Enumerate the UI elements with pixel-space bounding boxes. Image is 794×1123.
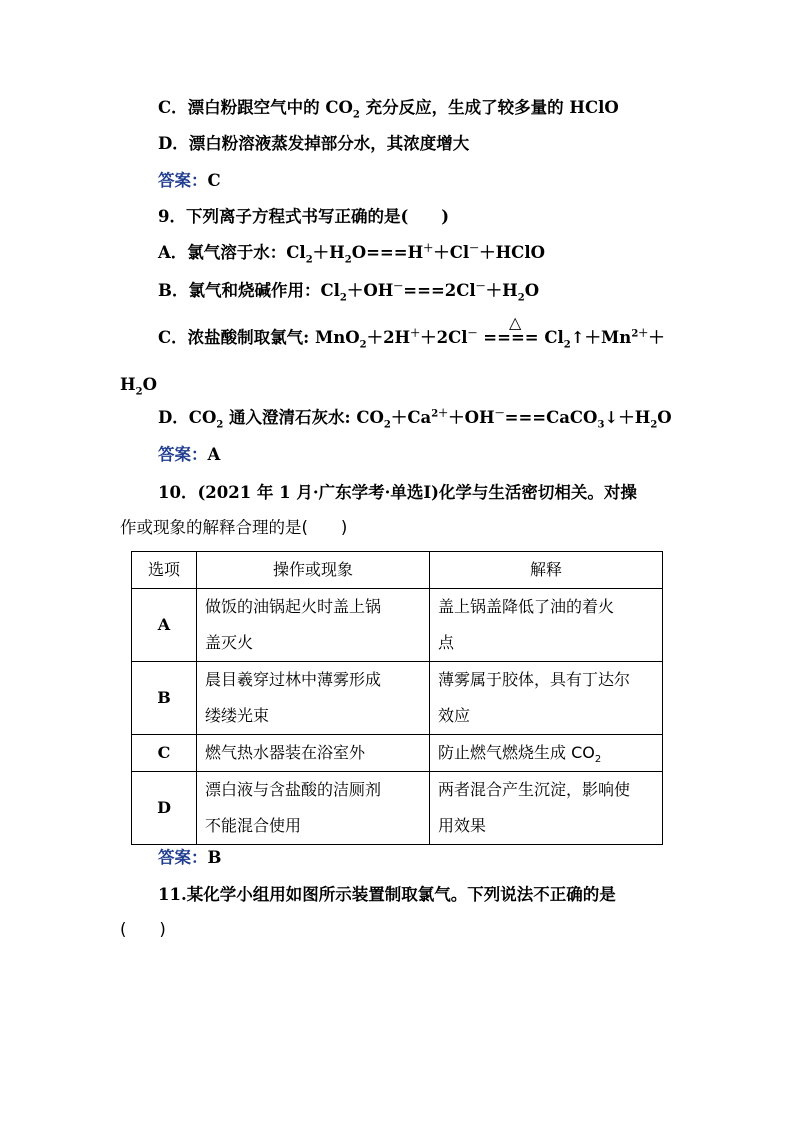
q10-options-table xyxy=(131,551,663,845)
table-row xyxy=(132,662,663,735)
q9-answer: 答案：A xyxy=(158,445,221,464)
row-option: A xyxy=(132,589,197,662)
table-header-row xyxy=(132,552,663,589)
row-operation: 晨目羲穿过林中薄雾形成 缕缕光束 xyxy=(197,662,430,735)
q10-answer: 答案：B xyxy=(158,848,222,867)
q8-option-c: C．漂白粉跟空气中的 $CO_2$ 充分反应，生成了较多量的 HClO xyxy=(158,98,619,121)
row-explanation: 薄雾属于胶体，具有丁达尔 效应 xyxy=(430,662,663,735)
row-explanation: 盖上锅盖降低了油的着火 点 xyxy=(430,589,663,662)
table-row xyxy=(132,589,663,662)
q9-option-a: A．氯气溶于水：$Cl_2+H_2O===H^++Cl^-+HClO$ xyxy=(158,243,545,266)
row-operation: 燃气热水器装在浴室外 xyxy=(197,735,430,772)
row-explanation: 防止燃气燃烧生成 $CO_2$ xyxy=(430,735,663,772)
q9-option-c-cont: $H_2O$ xyxy=(120,375,157,398)
header-operation: 操作或现象 xyxy=(197,552,430,589)
q10-stem-line1: 10．(2021 年 1 月·广东学考·单选Ⅰ)化学与生活密切相关。对操 xyxy=(158,483,637,502)
table-row xyxy=(132,772,663,845)
row-option: D xyxy=(132,772,197,845)
q11-stem-line1: 11.某化学小组用如图所示装置制取氯气。下列说法不正确的是 xyxy=(158,885,616,904)
header-explanation: 解释 xyxy=(430,552,663,589)
header-option: 选项 xyxy=(132,552,197,589)
heat-symbol: △ xyxy=(509,313,522,332)
q9-option-d: D．$CO_2$ 通入澄清石灰水: $CO_2+Ca^{2+}+OH^-===CaCO_3↓+H_2O$ xyxy=(158,408,672,431)
q10-stem-line2: 作或现象的解释合理的是( ) xyxy=(120,518,348,537)
q9-option-c: C．浓盐酸制取氯气: MnO$_2$＋2H＋＋2Cl－ ==== $Cl_2↑+Mn^{2+}+$ xyxy=(158,328,665,351)
q8-option-d: D．漂白粉溶液蒸发掉部分水，其浓度增大 xyxy=(158,134,470,153)
row-operation: 做饭的油锅起火时盖上锅 盖灭火 xyxy=(197,589,430,662)
q9-stem: 9．下列离子方程式书写正确的是( ) xyxy=(158,207,450,226)
row-explanation: 两者混合产生沉淀，影响使 用效果 xyxy=(430,772,663,845)
q8-answer: 答案：C xyxy=(158,171,221,190)
row-option: C xyxy=(132,735,197,772)
q9-option-b: B．氯气和烧碱作用：$Cl_2+OH^-===2Cl^-+H_2O$ xyxy=(158,281,540,304)
table-row xyxy=(132,735,663,772)
row-option: B xyxy=(132,662,197,735)
q11-stem-line2: ( ) xyxy=(120,920,166,939)
row-operation: 漂白液与含盐酸的洁厕剂 不能混合使用 xyxy=(197,772,430,845)
